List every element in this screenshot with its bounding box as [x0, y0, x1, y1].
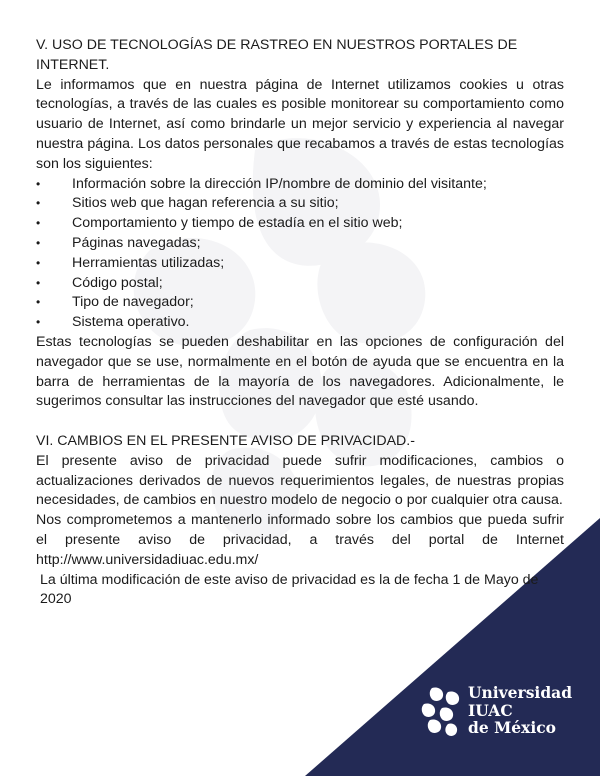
- list-item: • Herramientas utilizadas;: [36, 254, 564, 274]
- university-name: [468, 684, 572, 737]
- list-item: • Sistema operativo.: [36, 313, 564, 333]
- tracking-data-list: [36, 175, 564, 333]
- logo-line-3: de México: [468, 718, 557, 737]
- section-spacer: [36, 412, 564, 432]
- list-item: • Tipo de navegador;: [36, 293, 564, 313]
- section-5-heading: V. USO DE TECNOLOGÍAS DE RASTREO EN NUESTROS PORTALES DE INTERNET.: [36, 37, 518, 73]
- section-5-closing: Estas tecnologías se pueden deshabilitar en las opciones de configuración del navegador que se use, normalmente en el botón de ayuda que se encuentra en la barra de herramientas de la mayoría de los navegadores. Adicionalmente, le sugerimos consultar las instrucciones del navegador que esté usando.: [36, 333, 564, 410]
- university-logo: [420, 684, 580, 744]
- iuac-emblem-icon: [420, 686, 464, 740]
- logo-line-2: IUAC: [468, 700, 513, 720]
- logo-line-1: Universidad: [468, 683, 573, 702]
- list-item: • Sitios web que hagan referencia a su sitio;: [36, 194, 564, 214]
- list-item: • Código postal;: [36, 274, 564, 294]
- section-6-paragraph-1: El presente aviso de privacidad puede sufrir modificaciones, cambios o actualizaciones derivados de nuevos requerimientos legales, de nuestras propias necesidades, de cambios en nuestro modelo de negocio o por cualquier otra causa.: [36, 452, 564, 509]
- document-body: [36, 36, 564, 610]
- section-6-paragraph-3: La última modificación de este aviso de privacidad es la de fecha 1 de Mayo de 2020: [40, 571, 539, 608]
- section-6-heading: VI. CAMBIOS EN EL PRESENTE AVISO DE PRIVACIDAD.-: [36, 432, 415, 449]
- list-item: • Información sobre la dirección IP/nombre de dominio del visitante;: [36, 175, 564, 195]
- section-5-intro: Le informamos que en nuestra página de Internet utilizamos cookies u otras tecnologías, a través de las cuales es posible monitorear su comportamiento como usuario de Internet, así como brindarle un mejor servicio y experiencia al navegar nuestra página. Los datos personales que recabamos a través de estas tecnologías son los siguientes:: [36, 76, 564, 172]
- list-item: • Comportamiento y tiempo de estadía en el sitio web;: [36, 214, 564, 234]
- section-6-paragraph-2: Nos comprometemos a mantenerlo informado sobre los cambios que pueda sufrir el presente aviso de privacidad, a través del portal de Internet http://www.universidadiuac.edu.mx/: [36, 512, 564, 568]
- list-item: • Páginas navegadas;: [36, 234, 564, 254]
